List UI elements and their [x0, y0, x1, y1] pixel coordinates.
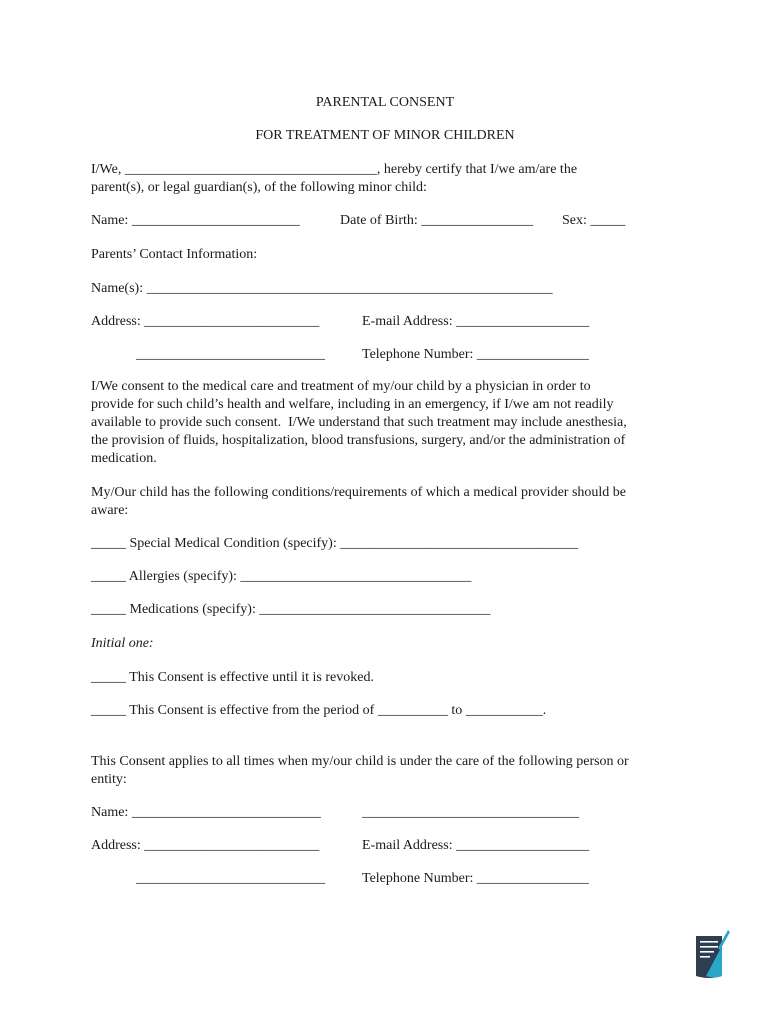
parents-email-field: E-mail Address: ___________________ — [362, 314, 590, 329]
consent-line-4: the provision of fluids, hospitalization, blood transfusions, surgery, and/or the administration of — [91, 433, 626, 448]
caregiver-phone-field: Telephone Number: ________________ — [362, 871, 589, 886]
parents-names-field: Name(s): __________________________________________________________ — [91, 281, 553, 296]
caregiver-address-line-2: ___________________________ — [136, 871, 325, 886]
conditions-line-2: aware: — [91, 503, 129, 518]
allergies-field: _____ Allergies (specify): _________________________________ — [91, 569, 472, 584]
caregiver-name-field: Name: ___________________________ — [91, 805, 321, 820]
certify-line-1: I/We, ____________________________________, hereby certify that I/we am/are the — [91, 162, 578, 177]
consent-line-5: medication. — [91, 451, 157, 466]
consent-line-3: available to provide such consent. I/We understand that such treatment may include anesthesia, — [91, 415, 627, 430]
document-pen-icon — [692, 928, 732, 980]
document-subtitle: FOR TREATMENT OF MINOR CHILDREN — [255, 128, 515, 143]
document-title: PARENTAL CONSENT — [315, 95, 455, 110]
parents-phone-field: Telephone Number: ________________ — [362, 347, 589, 362]
consent-line-1: I/We consent to the medical care and treatment of my/our child by a physician in order to — [91, 379, 591, 394]
parents-address-field: Address: _________________________ — [91, 314, 320, 329]
parents-address-line-2: ___________________________ — [136, 347, 325, 362]
special-condition-field: _____ Special Medical Condition (specify): __________________________________ — [91, 536, 579, 551]
child-name-field: Name: ________________________ — [91, 213, 300, 228]
medications-field: _____ Medications (specify): _________________________________ — [91, 602, 491, 617]
child-sex-field: Sex: _____ — [562, 213, 626, 228]
applies-line-1: This Consent applies to all times when my/our child is under the care of the following person or — [91, 754, 629, 769]
certify-line-2: parent(s), or legal guardian(s), of the following minor child: — [91, 180, 427, 195]
caregiver-address-field: Address: _________________________ — [91, 838, 320, 853]
consent-line-2: provide for such child’s health and welfare, including in an emergency, if I/we am not readily — [91, 397, 614, 412]
caregiver-email-field: E-mail Address: ___________________ — [362, 838, 590, 853]
initial-one-label: Initial one: — [91, 636, 154, 651]
effective-until-revoked: _____ This Consent is effective until it is revoked. — [91, 670, 374, 685]
conditions-line-1: My/Our child has the following conditions/requirements of which a medical provider should be — [91, 485, 626, 500]
caregiver-name-line-2: _______________________________ — [362, 805, 579, 820]
child-dob-field: Date of Birth: ________________ — [340, 213, 534, 228]
effective-period: _____ This Consent is effective from the period of __________ to ___________. — [91, 703, 547, 718]
applies-line-2: entity: — [91, 772, 127, 787]
parents-heading: Parents’ Contact Information: — [91, 247, 258, 262]
